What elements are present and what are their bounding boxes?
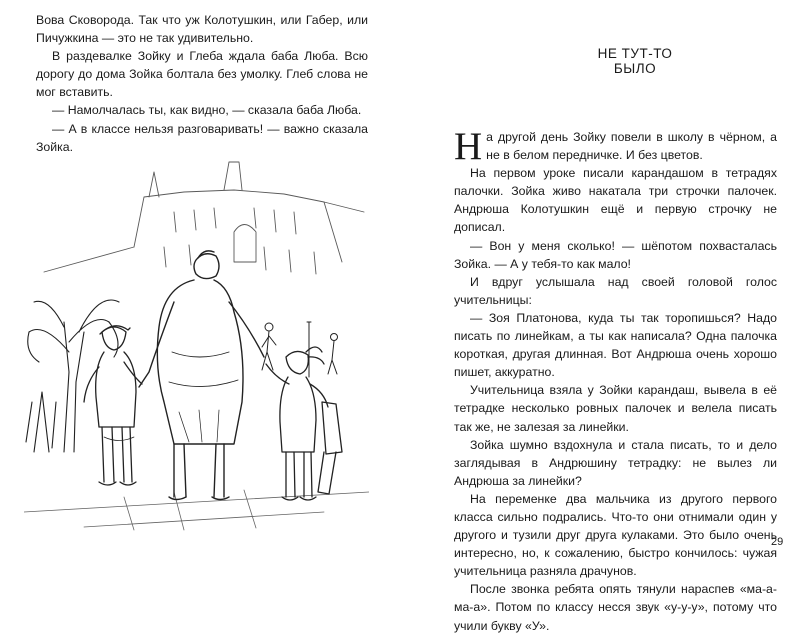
right-first-paragraph [454, 125, 777, 168]
tree-sketch [26, 300, 119, 452]
right-paragraph-7: На переменке два мальчика из другого первого класса сильно подрались. Что-то они отнимали один у другого и тузили друг друга кулаками. Это было очень интересно, но, к сожалению, быстро кончилось: чужая учительница разняла драчунов. [454, 491, 777, 579]
right-paragraph-4: — Зоя Платонова, куда ты так торопишься? Надо писать по линейкам, а ты как написала? Одна палочка короткая, другая длинная. Вот Андрюша очень хорошо пишет, аккуратно. [454, 310, 777, 380]
page-number: 29 [771, 536, 784, 548]
left-page-text [36, 11, 368, 156]
right-paragraph-6: Зойка шумно вздохнула и стала писать, то и дело заглядывая в Андрюшину тетрадку: не вылез ли Андрюша за линейки? [454, 437, 777, 488]
left-paragraph-3: — Намолчалась ты, как видно, — сказала баба Люба. [52, 103, 362, 118]
left-page [0, 0, 406, 559]
grandmother-figure-sketch [139, 251, 264, 500]
boy-figure-sketch [84, 326, 142, 485]
left-paragraph-1: Вова Сковорода. Так что уж Колотушкин, или Габер, или Пичужкина — это не так удивительно. [36, 13, 368, 46]
distant-figures-sketch [262, 322, 338, 377]
ground-sketch [24, 490, 369, 530]
left-paragraph-2: В раздевалке Зойку и Глеба ждала баба Люба. Всю дорогу до дома Зойка болтала без умолку. Глеб слова не мог вставить. [36, 49, 368, 100]
dropcap-letter: Н [454, 125, 483, 168]
right-paragraph-2: — Вон у меня сколько! — шёпотом похвасталась Зойка. — А у тебя-то как мало! [454, 238, 777, 271]
girl-figure-sketch [266, 347, 342, 500]
right-paragraph-5: Учительница взяла у Зойки карандаш, вывела в её тетрадке несколько ровных палочек и велела писать так же, не залезая за линейки. [454, 383, 777, 434]
right-paragraph-1: На первом уроке писали карандашом в тетрадях палочки. Зойка живо накатала три строчки палочек. Андрюша Колотушкин ещё и первую строчку не дописал. [454, 166, 777, 235]
street-scene-illustration-icon [24, 152, 369, 532]
building-sketch [44, 162, 364, 274]
left-paragraph-4: — А в классе нельзя разговаривать! — важно сказала Зойка. [36, 121, 368, 154]
right-paragraph-3: И вдруг услышала над своей головой голос учительницы: [454, 274, 777, 307]
right-paragraph-8: После звонка ребята опять тянули нараспев «ма-а-ма-а». Потом по классу несся звук «у-у-у», потому что учили букву «У». [454, 582, 777, 633]
first-paragraph-text: а другой день Зойку повели в школу в чёрном, а не в белом передничке. И без цветов. [486, 130, 777, 163]
chapter-title: НЕ ТУТ-ТО БЫЛО [597, 46, 673, 76]
